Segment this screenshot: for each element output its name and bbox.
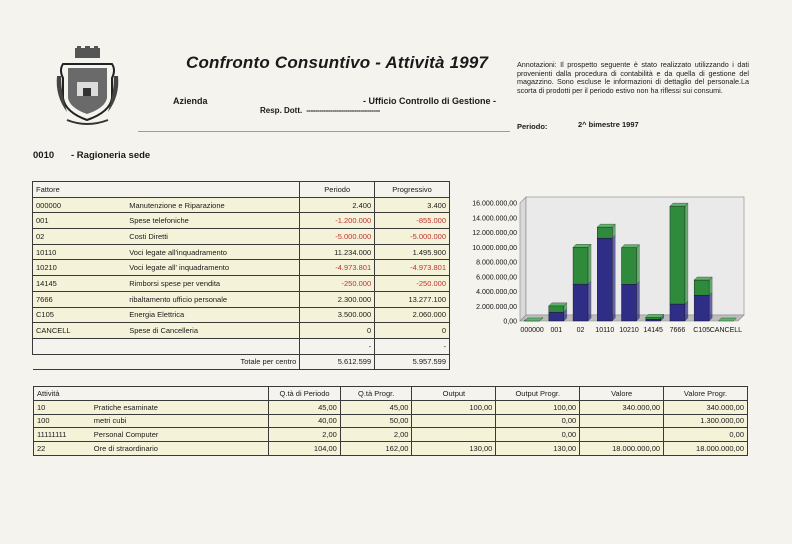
table-row xyxy=(33,213,450,229)
progressivo-value: 3.400 xyxy=(375,197,450,213)
bar-segment xyxy=(549,312,564,321)
bar-side xyxy=(637,281,640,321)
table-row xyxy=(33,197,450,213)
attivita-outg: 100,00 xyxy=(496,400,580,414)
y-tick-label: 12.000.000,00 xyxy=(472,230,517,237)
attivita-outg: 0,00 xyxy=(496,428,580,442)
x-tick-label: 10110 xyxy=(595,327,615,334)
attivita-outg: 130,00 xyxy=(496,442,580,456)
fattore-description: Spese di Cancelleria xyxy=(126,323,300,339)
bar-top xyxy=(573,244,591,247)
x-tick-label: 10210 xyxy=(619,327,639,334)
y-tick-label: 16.000.000,00 xyxy=(472,200,517,208)
column-header: Output Progr. xyxy=(496,387,580,401)
attivita-code: 11111111 xyxy=(34,428,91,442)
ufficio-label: - Ufficio Controllo di Gestione - xyxy=(363,96,496,106)
fattore-code: 14145 xyxy=(33,276,127,292)
attivita-qp: 104,00 xyxy=(269,442,341,456)
section-heading xyxy=(33,150,150,161)
fattore-code: 001 xyxy=(33,213,127,229)
bar-top xyxy=(621,245,639,248)
section-name: - Ragioneria sede xyxy=(71,150,151,161)
fattore-description: Voci legate all'inquadramento xyxy=(126,244,300,260)
bar-segment xyxy=(670,206,685,304)
bar-segment xyxy=(670,304,685,321)
total-periodo: 5.612.599 xyxy=(300,354,375,370)
table-row xyxy=(33,323,450,339)
column-header: Valore Progr. xyxy=(664,387,748,401)
x-tick-label: CANCELL xyxy=(709,327,743,334)
column-header: Q.tà Progr. xyxy=(340,387,412,401)
table-row xyxy=(34,414,748,428)
fattore-description: Energia Elettrica xyxy=(126,307,300,323)
attivita-table xyxy=(33,386,748,456)
attivita-valg: 340.000,00 xyxy=(664,400,748,414)
total-progressivo: 5.957.599 xyxy=(375,354,450,370)
attivita-valg: 18.000.000,00 xyxy=(664,442,748,456)
attivita-out xyxy=(412,414,496,428)
column-header: Q.tà di Periodo xyxy=(269,387,341,401)
annotations-text: Annotazioni: Il prospetto seguente è stato realizzato utilizzando i dati provenienti dalla procedura di contabilità e da quella di gestione del magazzino. Sono escluse le informazioni di dettaglio del personale.La scorta di prodotti per il periodo estivo non ha riflessi sui consumi. xyxy=(517,60,749,95)
empty-row xyxy=(33,338,450,354)
bar-top xyxy=(646,314,664,317)
column-header: Valore xyxy=(580,387,664,401)
table-row xyxy=(33,276,450,292)
attivita-qp: 40,00 xyxy=(269,414,341,428)
attivita-qg: 45,00 xyxy=(340,400,412,414)
periodo-label: Periodo: xyxy=(517,122,548,131)
total-label: Totale per centro xyxy=(33,354,300,370)
periodo-value: -1.200.000 xyxy=(300,213,375,229)
fattori-table-body xyxy=(33,197,450,370)
bar-top xyxy=(597,224,615,227)
y-tick-label: 14.000.000,00 xyxy=(472,215,517,223)
bar-top xyxy=(670,203,688,206)
table-row xyxy=(33,260,450,276)
chart-side-wall xyxy=(520,197,526,321)
bar-side xyxy=(637,245,640,285)
table-row xyxy=(34,442,748,456)
progressivo-value: 13.277.100 xyxy=(375,291,450,307)
attivita-valg: 1.300.000,00 xyxy=(664,414,748,428)
bar-top xyxy=(694,277,712,280)
bar-side xyxy=(709,292,712,321)
periodo-value: 2.300.000 xyxy=(300,291,375,307)
x-tick-label: 001 xyxy=(550,327,563,334)
periodo-value: 2.400 xyxy=(300,197,375,213)
periodo-value: -250.000 xyxy=(300,276,375,292)
table-row xyxy=(34,400,748,414)
progressivo-value: -4.973.801 xyxy=(375,260,450,276)
attivita-description: Pratiche esaminate xyxy=(91,400,269,414)
table-row xyxy=(33,244,450,260)
bar-top xyxy=(525,318,543,321)
attivita-header-row xyxy=(34,387,748,401)
bar-side xyxy=(612,235,615,321)
bar-segment xyxy=(597,227,612,238)
attivita-description: Personal Computer xyxy=(91,428,269,442)
y-tick-label: 2.000.000,00 xyxy=(476,303,517,311)
attivita-qg: 2,00 xyxy=(340,428,412,442)
table-row xyxy=(34,428,748,442)
bar-side xyxy=(588,281,591,321)
attivita-out xyxy=(412,428,496,442)
x-tick-label: 14145 xyxy=(643,327,663,334)
attivita-description: Ore di straordinario xyxy=(91,442,269,456)
coat-of-arms-logo xyxy=(55,46,120,128)
bar-top xyxy=(718,318,736,321)
bar-segment xyxy=(621,248,636,285)
periodo-value: - xyxy=(300,338,375,354)
progressivo-value: -5.000.000 xyxy=(375,229,450,245)
total-row xyxy=(33,354,450,370)
x-tick-label: 000000 xyxy=(520,327,544,334)
bar-segment xyxy=(646,319,661,321)
progressivo-value: -250.000 xyxy=(375,276,450,292)
bar-segment xyxy=(573,284,588,321)
column-header-progressivo: Progressivo xyxy=(375,182,450,198)
fattore-code: 10110 xyxy=(33,244,127,260)
fattore-description: Rimborsi spese per vendita xyxy=(126,276,300,292)
progressivo-value: - xyxy=(375,338,450,354)
attivita-val: 340.000,00 xyxy=(580,400,664,414)
attivita-out: 130,00 xyxy=(412,442,496,456)
periodo-value: 0 xyxy=(300,323,375,339)
periodo-value: 11.234.000 xyxy=(300,244,375,260)
bar-segment xyxy=(694,295,709,321)
fattore-description: Manutenzione e Riparazione xyxy=(126,197,300,213)
attivita-code: 100 xyxy=(34,414,91,428)
bar-segment xyxy=(694,280,709,295)
attivita-qp: 45,00 xyxy=(269,400,341,414)
x-tick-label: 02 xyxy=(576,327,585,334)
bar-chart xyxy=(462,193,752,343)
bar-segment xyxy=(646,317,661,319)
attivita-code: 22 xyxy=(34,442,91,456)
fattore-code: 000000 xyxy=(33,197,127,213)
fattore-code: CANCELL xyxy=(33,323,127,339)
bar-segment xyxy=(549,306,564,312)
x-tick-label: C105 xyxy=(693,327,711,334)
responsabile-label xyxy=(260,106,380,115)
column-header-fattore: Fattore xyxy=(33,182,300,198)
fattore-code: 10210 xyxy=(33,260,127,276)
attivita-val xyxy=(580,428,664,442)
fattore-description: Costi Diretti xyxy=(126,229,300,245)
attivita-description: metri cubi xyxy=(91,414,269,428)
attivita-out: 100,00 xyxy=(412,400,496,414)
y-tick-label: 6.000.000,00 xyxy=(476,274,517,282)
attivita-val: 18.000.000,00 xyxy=(580,442,664,456)
x-tick-label: 7666 xyxy=(669,327,686,334)
y-tick-label: 8.000.000,00 xyxy=(476,259,517,267)
bar-segment xyxy=(597,238,612,321)
attivita-qg: 50,00 xyxy=(340,414,412,428)
periodo-value: 2^ bimestre 1997 xyxy=(578,120,639,129)
progressivo-value: 0 xyxy=(375,323,450,339)
attivita-qg: 162,00 xyxy=(340,442,412,456)
fattore-code: C105 xyxy=(33,307,127,323)
table-row xyxy=(33,229,450,245)
column-header: Output xyxy=(412,387,496,401)
bar-side xyxy=(685,203,688,304)
attivita-valg: 0,00 xyxy=(664,428,748,442)
y-tick-label: 10.000.000,00 xyxy=(472,244,517,252)
empty-cell xyxy=(33,338,300,354)
fattore-description: Voci legate all' inquadramento xyxy=(126,260,300,276)
column-header: Attività xyxy=(34,387,269,401)
attivita-outg: 0,00 xyxy=(496,414,580,428)
periodo-value: 3.500.000 xyxy=(300,307,375,323)
bar-side xyxy=(685,301,688,321)
header-divider xyxy=(138,131,510,132)
attivita-table-body xyxy=(34,400,748,455)
attivita-val xyxy=(580,414,664,428)
table-row xyxy=(33,307,450,323)
bar-side xyxy=(588,244,591,284)
resp-label: Resp. Dott. xyxy=(260,106,303,115)
resp-value: ---------------------------------- xyxy=(306,106,380,115)
fattori-table xyxy=(32,181,450,370)
attivita-code: 10 xyxy=(34,400,91,414)
progressivo-value: -855.000 xyxy=(375,213,450,229)
bar-segment xyxy=(573,247,588,284)
bar-top xyxy=(549,303,567,306)
fattore-description: Spese telefoniche xyxy=(126,213,300,229)
fattore-code: 7666 xyxy=(33,291,127,307)
attivita-qp: 2,00 xyxy=(269,428,341,442)
progressivo-value: 1.495.900 xyxy=(375,244,450,260)
column-header-periodo: Periodo xyxy=(300,182,375,198)
fattore-code: 02 xyxy=(33,229,127,245)
periodo-value: -4.973.801 xyxy=(300,260,375,276)
periodo-value: -5.000.000 xyxy=(300,229,375,245)
page-title: Confronto Consuntivo - Attività 1997 xyxy=(186,53,489,72)
progressivo-value: 2.060.000 xyxy=(375,307,450,323)
table-row xyxy=(33,291,450,307)
y-tick-label: 0,00 xyxy=(503,318,517,326)
bar-segment xyxy=(621,284,636,321)
fattore-description: ribaltamento ufficio personale xyxy=(126,291,300,307)
section-code: 0010 xyxy=(33,150,55,161)
y-tick-label: 4.000.000,00 xyxy=(476,289,517,296)
azienda-label: Azienda xyxy=(173,96,208,106)
